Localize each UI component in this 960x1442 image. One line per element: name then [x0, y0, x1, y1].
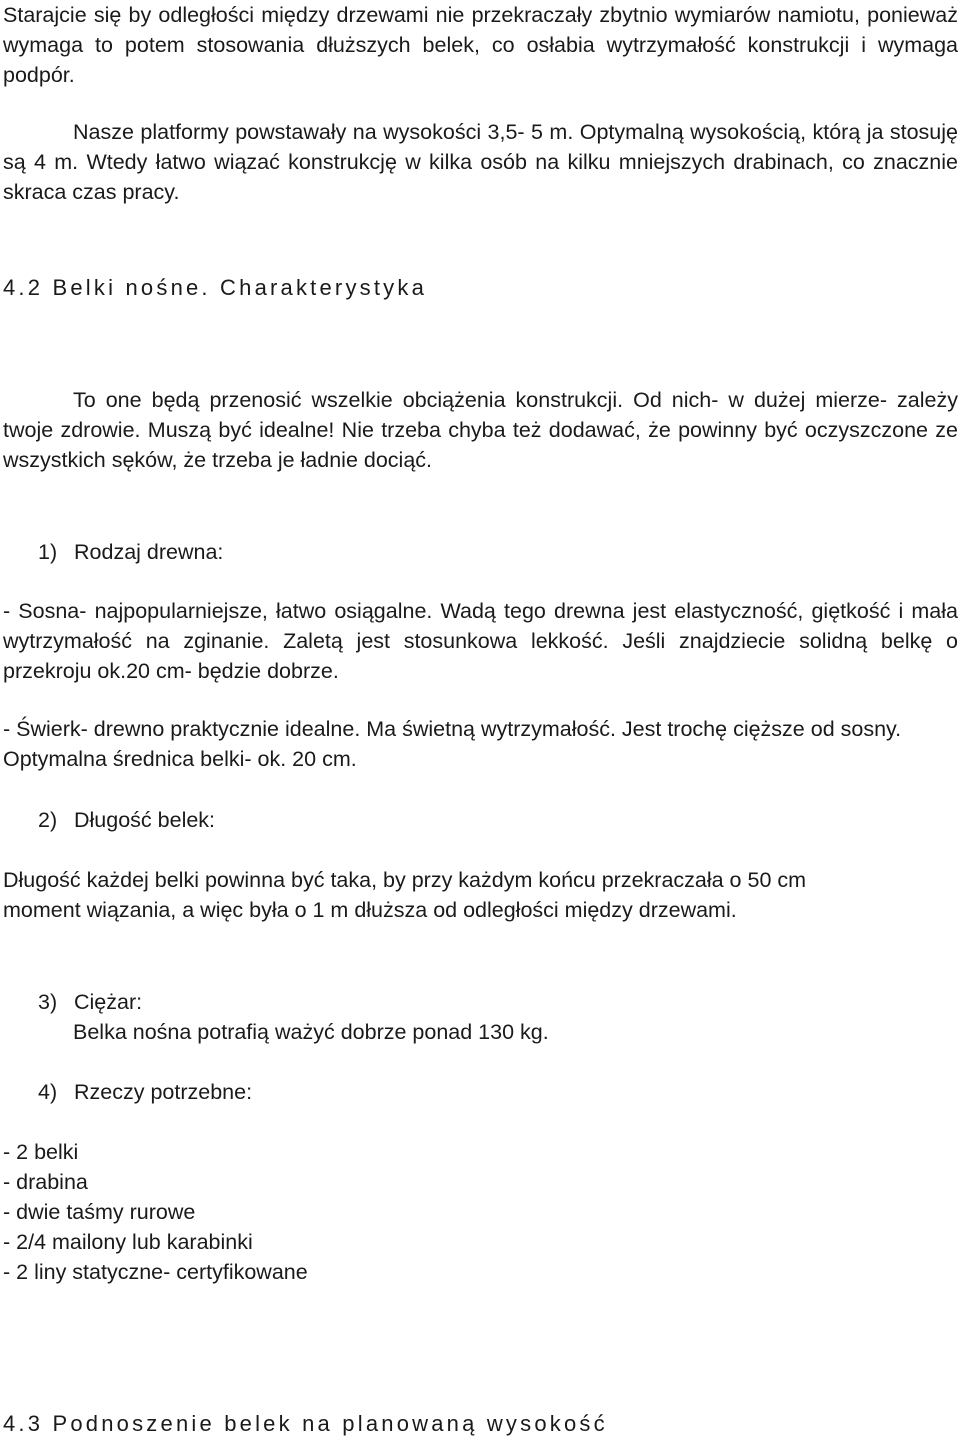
item-number: 2): [38, 808, 58, 832]
list-item: - 2 belki: [3, 1140, 79, 1164]
list-item: - 2 liny statyczne- certyfikowane: [3, 1260, 308, 1284]
item-label: Ciężar:: [74, 990, 143, 1014]
numbered-item-weight: [38, 987, 142, 1017]
section-heading-4-3: 4.3 Podnoszenie belek na planowaną wysokość: [3, 1411, 608, 1436]
needed-things-list: [3, 1137, 308, 1287]
list-item: - drabina: [3, 1170, 88, 1194]
paragraph-platform-height: Nasze platformy powstawały na wysokości 3,5- 5 m. Optymalną wysokością, którą ja stosuję są 4 m. Wtedy łatwo wiązać konstrukcję w kilka osób na kilku mniejszych drabinach, co znacznie skraca czas pracy.: [3, 120, 958, 204]
weight-note: Belka nośna potrafią ważyć dobrze ponad 130 kg.: [73, 1020, 549, 1044]
item-label: Długość belek:: [74, 808, 216, 832]
numbered-item-wood-type: [38, 537, 223, 567]
list-item: - dwie taśmy rurowe: [3, 1200, 196, 1224]
paragraph-spruce: - Świerk- drewno praktycznie idealne. Ma świetną wytrzymałość. Jest trochę cięższe od sosny. Optymalna średnica belki- ok. 20 cm.: [3, 717, 902, 771]
item-number: 1): [38, 540, 58, 564]
numbered-item-needed-things: [38, 1077, 252, 1107]
paragraph-beams-load: To one będą przenosić wszelkie obciążenia konstrukcji. Od nich- w dużej mierze- zależy twoje zdrowie. Muszą być idealne! Nie trzeba chyba też dodawać, że powinny być oczyszczone ze wszystkich sęków, że trzeba je ładnie dociąć.: [3, 388, 958, 472]
paragraph-pine: - Sosna- najpopularniejsze, łatwo osiągalne. Wadą tego drewna jest elastyczność, giętkość i mała wytrzymałość na zginanie. Zaletą jest stosunkowa lekkość. Jeśli znajdziecie solidną belkę o przekroju ok.20 cm- będzie dobrze.: [3, 599, 958, 683]
paragraph-tree-distance: Starajcie się by odległości między drzewami nie przekraczały zbytnio wymiarów namiotu, ponieważ wymaga to potem stosowania dłuższych belek, co osłabia wytrzymałość konstrukcji i wymaga podpór.: [3, 3, 958, 87]
list-item: - 2/4 mailony lub karabinki: [3, 1230, 253, 1254]
item-label: Rzeczy potrzebne:: [74, 1080, 253, 1104]
paragraph-beam-length: Długość każdej belki powinna być taka, by przy każdym końcu przekraczała o 50 cm moment wiązania, a więc była o 1 m dłuższa od odległości między drzewami.: [3, 868, 807, 922]
item-number: 4): [38, 1080, 58, 1104]
section-heading-4-2: 4.2 Belki nośne. Charakterystyka: [3, 275, 427, 300]
item-number: 3): [38, 990, 58, 1014]
item-label: Rodzaj drewna:: [74, 540, 224, 564]
numbered-item-beam-length: [38, 805, 215, 835]
